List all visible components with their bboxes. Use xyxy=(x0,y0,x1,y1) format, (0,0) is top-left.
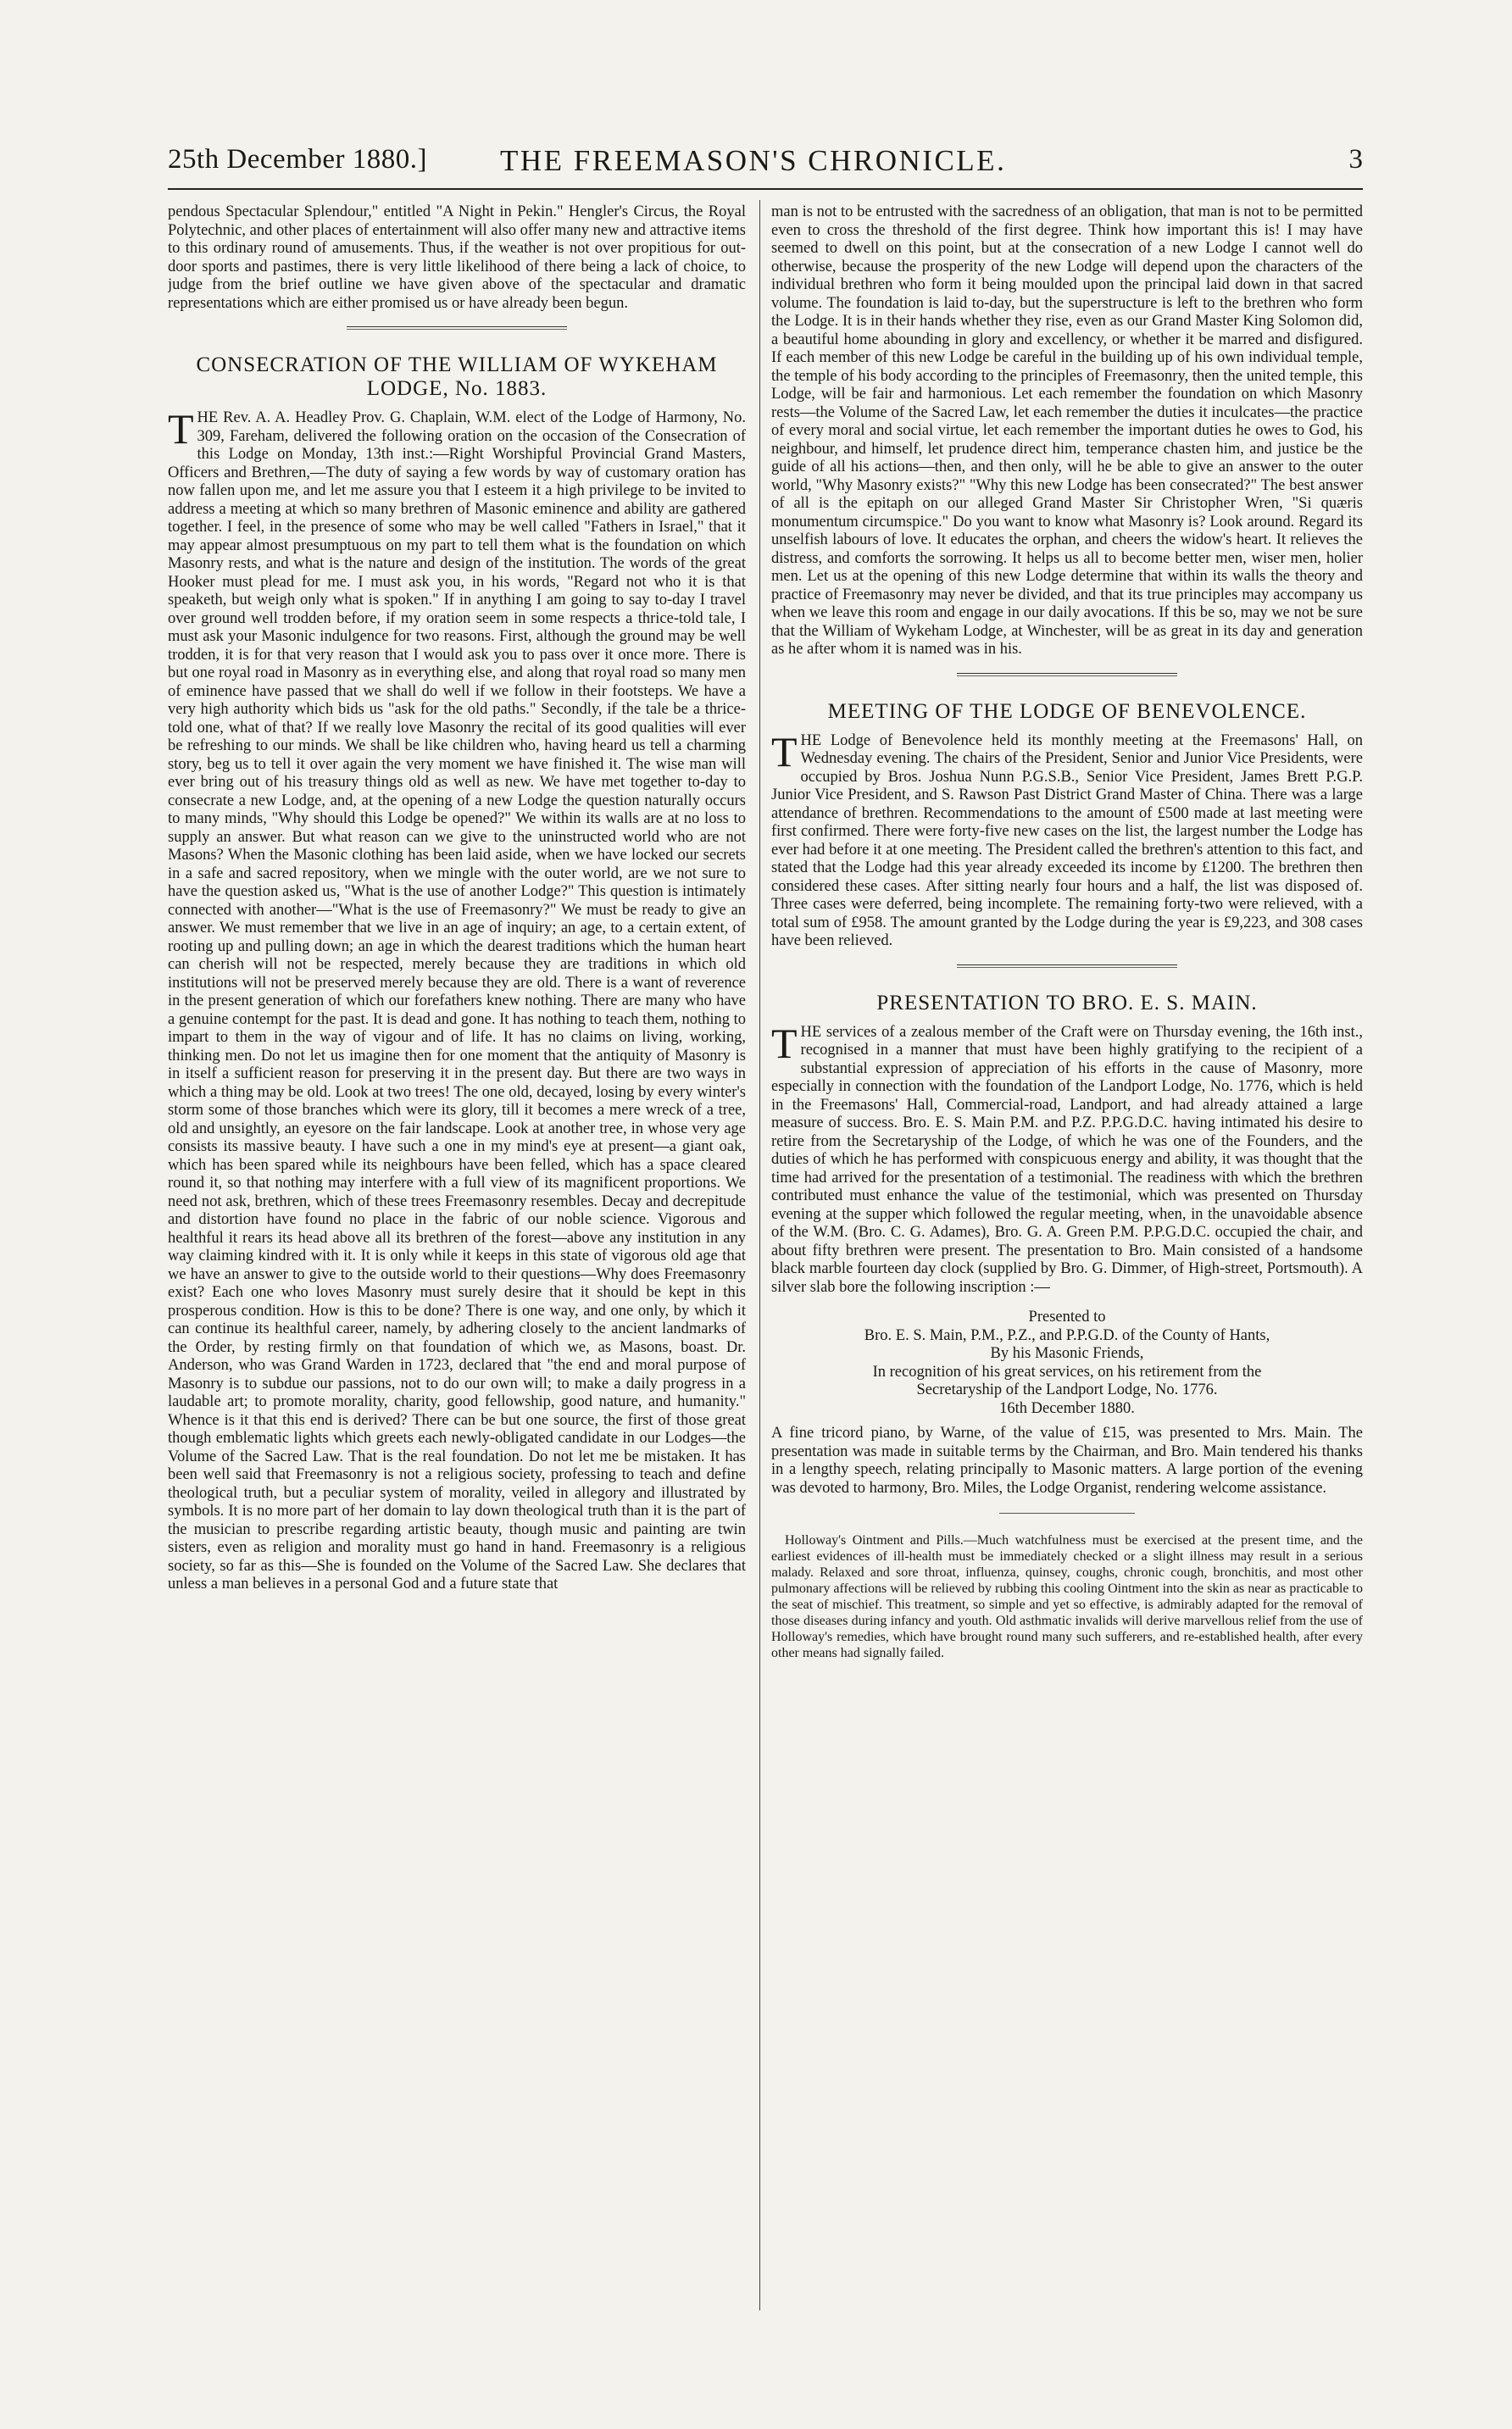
right-column xyxy=(771,203,1363,2314)
benevolence-heading: MEETING OF THE LODGE OF BENEVOLENCE. xyxy=(827,699,1307,723)
left-column xyxy=(168,203,746,2314)
benevolence-text: HE Lodge of Benevolence held its monthly meeting at the Freemasons' Hall, on Wednesday evening. The chairs of the President, Senior and Junior Vice Presidents, were occupied by Bros. Joshua Nunn P.G.S.B., Senior Vice President, James Brett P.G.P. Junior Vice President, and S. Rawson Past District Grand Master of China. There was a large attendance of brethren. Recommendations to the amount of £500 made at last meeting were first confirmed. There were forty-five new cases on the list, the largest number the Lodge has ever had before it at one meeting. The President called the brethren's attention to this fact, and stated that the Lodge had this year already exceeded its income by £1200. The brethren then considered these cases. After sitting nearly four hours and a half, the list was disposed of. Three cases were deferred, being incomplete. The remaining forty-two were relieved, with a total sum of £958. The amount granted by the Lodge during the year is £9,223, and 308 cases have been relieved. xyxy=(771,731,1363,949)
consecration-heading: CONSECRATION OF THE WILLIAM OF WYKEHAM LODGE, No. 1883. xyxy=(196,353,718,400)
inscription-line: Presented to xyxy=(1028,1309,1106,1326)
intro-paragraph: pendous Spectacular Splendour," entitled "A Night in Pekin." Hengler's Circus, the Royal Polytechnic, and other places of entertainment will also offer many new and attractive items to this ordinary round of amusements. Thus, if the weather is not over propitious for out-door sports and pastimes, there is very little likelihood of there being a lack of choice, to judge from the brief outline we have given above of the spectacular and dramatic representations which are either promised us or have already been begun. xyxy=(168,203,746,312)
masthead xyxy=(168,144,1363,181)
oration-paragraph xyxy=(168,405,746,1594)
inscription-line: In recognition of his great services, on his retirement from the xyxy=(872,1363,1262,1381)
column-divider xyxy=(759,200,760,2310)
oration-continuation: man is not to be entrusted with the sacredness of an obligation, that man is not to be permitted even to cross the threshold of the first degree. Think how important this is! I may have seemed to dwell on this point, but at the consecration of a new Lodge I cannot well do otherwise, because the prosperity of the new Lodge will depend upon the characters of the individual brethren who form it being moulded upon the principal laid down in that sacred volume. The foundation is laid to-day, but the superstructure is left to the brethren who form the Lodge. It is in their hands whether they rise, even as our Grand Master King Solomon did, a beautiful home abounding in glory and excellency, or whether it be marred and disfigured. If each member of this new Lodge be careful in the building up of his own individual temple, the temple of his body according to the principles of Freemasonry, then the united temple, this Lodge, will be fair and harmonious. Let each remember the foundation on which Masonry rests—the Volume of the Sacred Law, let each remember the duties it inculcates—the practice of every moral and social virtue, let each remember the important duties he owes to God, his neighbour, and himself, let prudence direct him, temperance chasten him, and justice be the guide of all his actions—then, and then only, will he be able to give an answer to the outer world, "Why Masonry exists?" "Why this new Lodge has been consecrated?" The best answer of all is the epitaph on our alleged Grand Master Sir Christopher Wren, "Si quæris monumentum circumspice." Do you want to know what Masonry is? Look around. Regard its unselfish labours of love. It educates the orphan, and cheers the widow's heart. It relieves the distress, and comforts the sorrowing. It helps us all to become better men, wiser men, holier men. Let us at the opening of this new Lodge determine that within its walls the theory and practice of Freemasonry may never be divided, and that its true principles may accompany us when we leave this room and engage in our daily avocations. If this be so, may we not be sure that the William of Wykeham Lodge, at Winchester, will be as great in its day and generation as he after whom it is named was in his. xyxy=(771,203,1363,658)
benevolence-paragraph xyxy=(771,727,1363,951)
drop-cap: T xyxy=(771,727,798,775)
oration-text: HE Rev. A. A. Headley Prov. G. Chaplain, W.M. elect of the Lodge of Harmony, No. 309, Fareham, delivered the following oration on the occasion of the Consecration of this Lodge on Monday, 13th inst.:—Right Worshipful Provincial Grand Masters, Officers and Brethren,—The duty of saying a few words by way of customary oration has now fallen upon me, and let me assure you that I esteem it a high privilege to be invited to address a meeting at which so many brethren of Masonic eminence and ability are gathered together. I feel, in the presence of some who may be well called "Fathers in Israel," that it may appear almost presumptuous on my part to tell them what is the foundation on which Masonry rests, and what is the nature and design of the institution. The words of the great Hooker must plead for me. I must ask you, in his words, "Regard not who it is that speaketh, but weigh only what is spoken." If in anything I am going to say to-day I travel over ground well trodden before, if my oration seem in some respects a thrice-told tale, I must ask your Masonic indulgence for two reasons. First, although the ground may be well trodden, it is for that very reason that I would ask you to pass over it once more. There is but one royal road in Masonry as in everything else, and along that royal road so many men of eminence have passed that we shall do well if we follow in their footsteps. We have a very high authority which bids us "ask for the old paths." Secondly, if the tale be a thrice-told one, what of that? If we really love Masonry the recital of its good qualities will ever be refreshing to our minds. We shall be like children who, having heard us tell a charming story, beg us to tell it over again the very moment we have finished it. The wise man will ever bring out of his treasury things old as well as new. We have met together to-day to consecrate a new Lodge, and, at the opening of a new Lodge the question naturally occurs to many minds, "Why should this Lodge be opened?" We within its walls are at no loss to supply an answer. But what reason can we give to the uninstructed world who are not Masons? When the Masonic clothing has been laid aside, when we have locked our secrets in a safe and sacred repository, when we mingle with the outer world, are we not sure to have the question asked us, "What is the use of another Lodge?" This question is intimately connected with another—"What is the use of Freemasonry?" We must be ready to give an answer. We must remember that we live in an age of inquiry; an age, to a certain extent, of rooting up and pulling down; an age in which the dearest traditions which the human heart can cherish will not be respected, merely because they are traditions in which old institutions will not be preserved merely because they are old. There is a want of reverence in the present generation of which our forefathers knew nothing. There are many who have a genuine contempt for the past. It is dead and gone. It has nothing to teach them, nothing to impart to them in the way of vigour and of life. It has no claims on living, working, thinking men. Do not let us imagine then for one moment that the antiquity of Masonry is in itself a sufficient reason for preserving it in the present day. But there are two ways in which a thing may be old. Look at two trees! The one old, decayed, losing by every winter's storm some of those branches which were its glory, till it becomes a mere wreck of a tree, old and unsightly, an eyesore on the fair landscape. Look at another tree, in whose very age consists its massive beauty. I have such a one in my mind's eye at present—a giant oak, which has been spared while its neighbours have been felled, which has a space cleared round it, so that nothing may interfere with a full view of its magnificent proportions. We need not ask, brethren, which of these trees Freemasonry resembles. Decay and decrepitude and distortion have found no place in the fabric of our noble science. Vigorous and healthful it rears its head above all its brethren of the forest—above any institution in any way claiming kindred with it. It is only while it keeps in this state of vigorous old age that we have an answer to give to the outside world to their questions—Why does Freemasonry exist? Each one who loves Masonry must surely desire that it should be kept in this prosperous condition. How is this to be done? There is one way, and one only, by which it can continue its healthful career, namely, by adhering closely to the ancient landmarks of the Order, by resting firmly on that foundation of which we, as Masons, boast. Dr. Anderson, who was Grand Warden in 1723, declared that "the end and moral purpose of Masonry is to subdue our passions, not to do our own will; to make a daily progress in a laudable art; to promote morality, charity, good fellowship, good nature, and humanity." Whence is it that this end is derived? There can be but one source, the first of those great though emblematic lights which greets each newly-obligated candidate in our Lodges—the Volume of the Sacred Law. That is the real foundation. Do not let me be mistaken. It has been well said that Freemasonry is not a religious society, professing to teach and define theological truth, but a peculiar system of morality, veiled in allegory and illustrated by symbols. It is no more part of her domain to lay down theological truth than it is the part of the musician to prescribe regarding artistic beauty, though music and painting are twin sisters, even as religion and morality must go hand in hand. Freemasonry is a religious society, so far as this—She is founded on the Volume of the Sacred Law. She declares that unless a man believes in a personal God and a future state that xyxy=(168,409,746,1592)
inscription-line: By his Masonic Friends, xyxy=(990,1345,1144,1362)
holloway-advert: Holloway's Ointment and Pills.—Much watchfulness must be exercised at the present time, and the earliest evidences of ill-health must be immediately checked or a slight illness may result in a serious malady. Relaxed and sore throat, influenza, quinsey, coughs, chronic cough, bronchitis, and most other pulmonary affections will be relieved by rubbing this cooling Ointment into the skin as near as practicable to the seat of mischief. This treatment, so simple and yet so effective, is admirably adapted for the removal of those diseases during infancy and youth. Old asthmatic invalids will derive marvellous relief from the use of Holloway's remedies, which have brought round many such sufferers, and re-established health, after every other means had signally failed. xyxy=(771,1533,1363,1660)
section-separator xyxy=(957,673,1177,676)
advert-separator xyxy=(999,1513,1135,1514)
publication-title: THE FREEMASON'S CHRONICLE. xyxy=(500,144,1007,177)
presentation-text: HE services of a zealous member of the Craft were on Thursday evening, the 16th inst., recognised in a manner that must have been highly gratifying to the recipient of a substantial expression of appreciation of his efforts in the cause of Masonry, more especially in connection with the foundation of the Landport Lodge, No. 1776, which is held in the Freemasons' Hall, Commercial-road, Landport, and had already attained a large measure of success. Bro. E. S. Main P.M. and P.Z. P.P.G.D.C. having intimated his desire to retire from the Secretaryship of the Lodge, of which he was one of the Founders, and the duties of which he has performed with conspicuous energy and ability, it was thought that the time had arrived for the presentation of a testimonial. The readiness with which the brethren contributed must enhance the value of the testimonial, which was presented on Thursday evening at the supper which followed the regular meeting, when, in the unavoidable absence of the W.M. (Bro. C. G. Adames), Bro. G. A. Green P.M. P.P.G.D.C. occupied the chair, and about fifty brethren were present. The presentation to Bro. Main consisted of a handsome black marble fourteen day clock (supplied by Bro. G. Dimmer, of High-street, Portsmouth). A silver slab bore the following inscription :— xyxy=(771,1023,1363,1296)
drop-cap: T xyxy=(771,1019,798,1067)
inscription-line: 16th December 1880. xyxy=(999,1399,1135,1417)
presentation-heading: PRESENTATION TO BRO. E. S. MAIN. xyxy=(876,991,1258,1014)
inscription-line: Bro. E. S. Main, P.M., P.Z., and P.P.G.D. of the County of Hants, xyxy=(864,1326,1270,1344)
inscription-block xyxy=(771,1309,1363,1418)
issue-date: 25th December 1880.] xyxy=(168,144,427,175)
section-separator xyxy=(347,326,567,330)
presentation-paragraph xyxy=(771,1019,1363,1298)
masthead-rule xyxy=(168,188,1363,190)
drop-cap: T xyxy=(168,405,194,453)
inscription-line: Secretaryship of the Landport Lodge, No. 1776. xyxy=(916,1381,1218,1398)
presentation-closing: A fine tricord piano, by Warne, of the value of £15, was presented to Mrs. Main. The presentation was made in suitable terms by the Chairman, and Bro. Main tendered his thanks in a lengthy speech, relating principally to Masonic matters. A large portion of the evening was devoted to harmony, Bro. Miles, the Lodge Organist, rendering welcome assistance. xyxy=(771,1425,1363,1497)
section-separator xyxy=(957,964,1177,968)
page-number: 3 xyxy=(1348,144,1363,175)
